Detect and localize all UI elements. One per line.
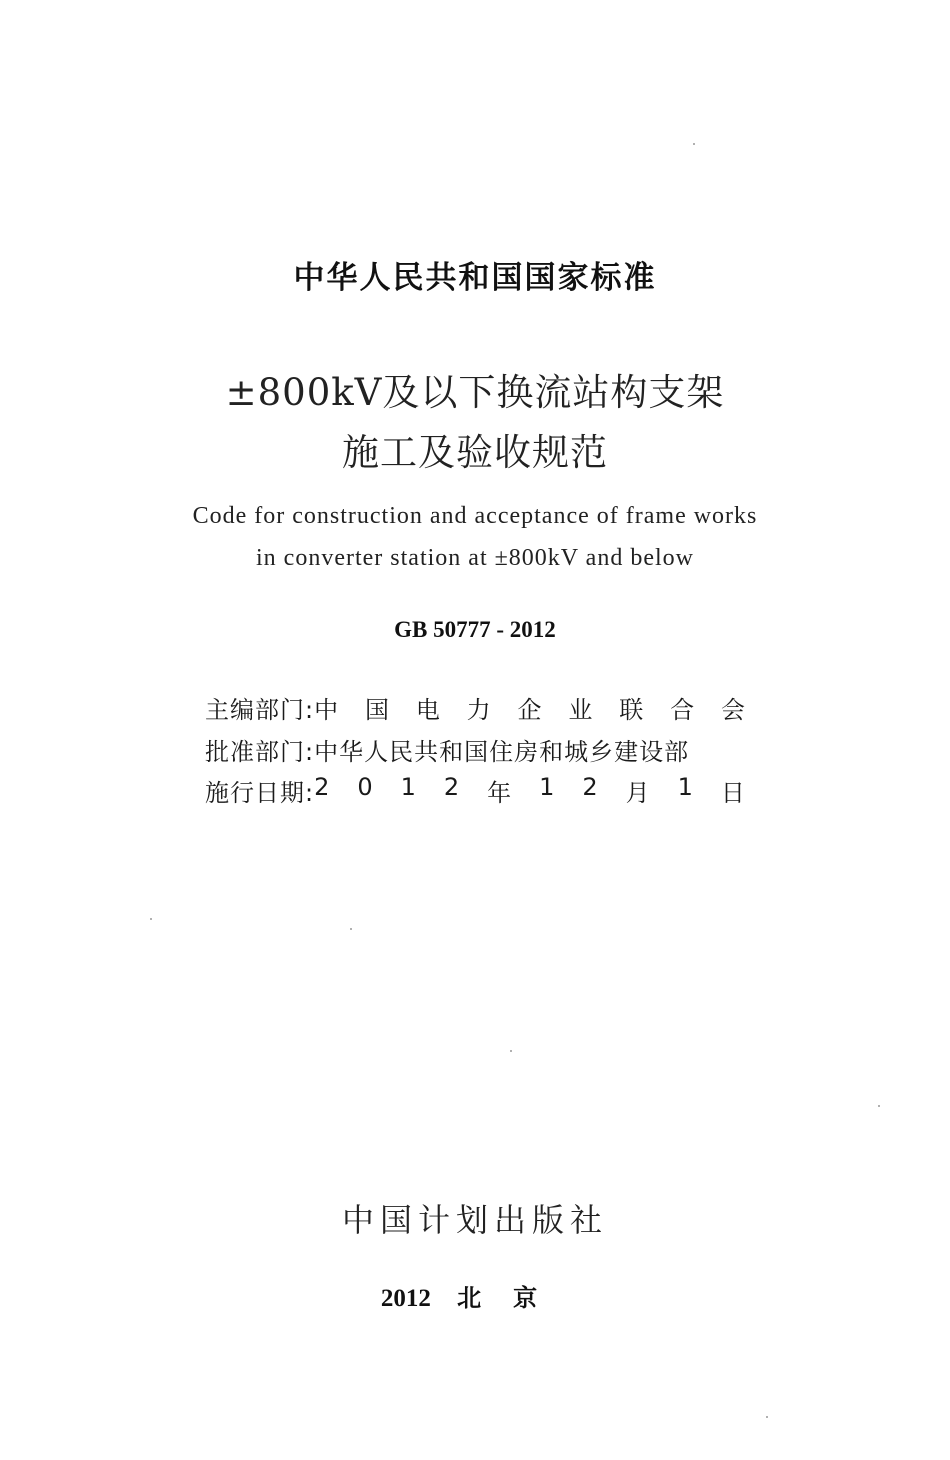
editor-char: 业 xyxy=(568,696,593,724)
editor-label: 主编部门: xyxy=(205,696,315,724)
editor-char: 力 xyxy=(466,696,491,724)
date-char: 2 xyxy=(443,773,460,801)
date-char: 年 xyxy=(487,779,512,807)
scan-speck xyxy=(693,143,695,145)
date-label: 施行日期: xyxy=(205,779,315,807)
date-char: 0 xyxy=(357,773,373,801)
place-line xyxy=(0,1278,950,1313)
title-line-2: 施工及验收规范 xyxy=(342,431,608,474)
standard-label: 中华人民共和国国家标准 xyxy=(293,260,657,296)
date-char: 1 xyxy=(539,773,555,801)
publisher: 中国计划出版社 xyxy=(341,1201,608,1239)
scan-speck xyxy=(510,1050,512,1052)
scan-speck xyxy=(150,918,152,920)
title-line-1: ±800kV及以下换流站构支架 xyxy=(225,371,725,414)
date-value xyxy=(314,773,745,808)
date-char: 日 xyxy=(720,779,745,807)
english-title-line-1: Code for construction and acceptance of frame works xyxy=(192,503,758,529)
scan-speck xyxy=(766,1416,768,1418)
date-char: 1 xyxy=(400,773,416,801)
english-title-line-2: in converter station at ±800kV and below xyxy=(256,545,694,571)
editor-char: 会 xyxy=(720,696,745,724)
editor-char: 合 xyxy=(670,696,695,724)
approver-row xyxy=(205,732,745,767)
date-char: 1 xyxy=(677,773,693,801)
editor-char: 联 xyxy=(619,696,644,724)
approver-label: 批准部门: xyxy=(205,738,315,766)
date-char: 2 xyxy=(582,773,598,801)
publication-year: 2012 xyxy=(380,1285,431,1312)
editor-char: 电 xyxy=(415,696,440,724)
editor-char: 国 xyxy=(364,696,389,724)
date-row xyxy=(205,773,745,808)
editor-char: 企 xyxy=(517,696,542,724)
publication-city: 北京 xyxy=(457,1284,570,1312)
editor-value xyxy=(314,690,745,725)
editor-char: 中 xyxy=(314,696,339,724)
scan-speck xyxy=(350,928,352,930)
approver-value: 中华人民共和国住房和城乡建设部 xyxy=(314,738,690,766)
standard-code: GB 50777 - 2012 xyxy=(394,617,556,642)
scan-speck xyxy=(878,1105,880,1107)
date-char: 2 xyxy=(314,773,330,801)
date-char: 月 xyxy=(625,779,650,807)
editor-row xyxy=(205,690,745,725)
